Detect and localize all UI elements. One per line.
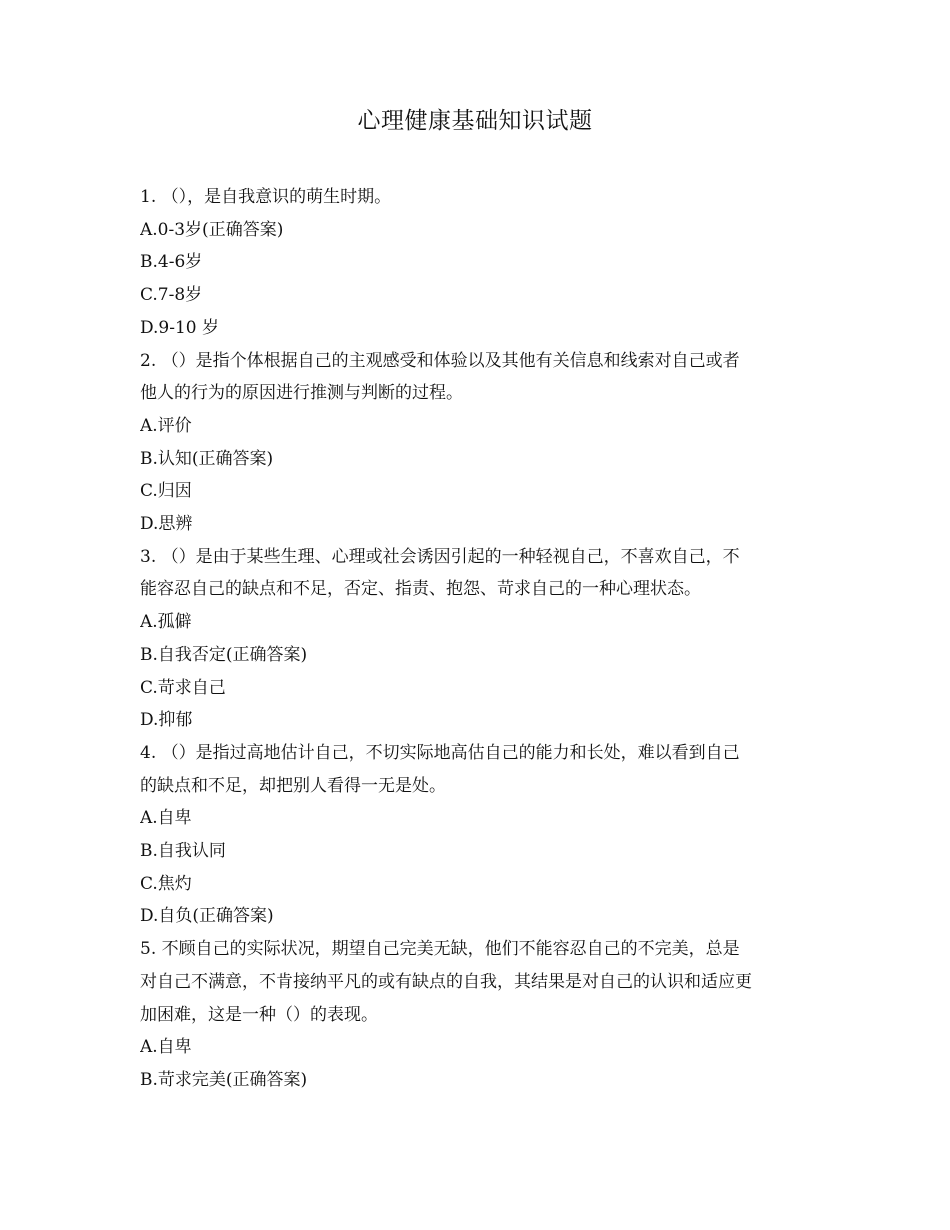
question-1-option-b: B.4-6岁	[140, 252, 203, 273]
question-5-stem-continued: 对自己不满意，不肯接纳平凡的或有缺点的自我，其结果是对自己的认识和适应更	[140, 971, 752, 992]
question-4-option-b: B.自我认同	[140, 841, 226, 862]
question-3-stem-continued: 能容忍自己的缺点和不足，否定、指责、抱怨、苛求自己的一种心理状态。	[140, 579, 701, 600]
question-3-option-b: B.自我否定(正确答案)	[140, 644, 308, 665]
question-5-option-b: B.苛求完美(正确答案)	[140, 1069, 308, 1090]
question-3-option-d: D.抑郁	[140, 710, 193, 731]
question-list	[140, 181, 820, 1097]
question-2-stem: 2. （）是指个体根据自己的主观感受和体验以及其他有关信息和线索对自己或者	[140, 350, 740, 371]
question-2-stem-continued: 他人的行为的原因进行推测与判断的过程。	[140, 383, 463, 404]
question-4-option-d: D.自负(正确答案)	[140, 906, 274, 927]
question-4-option-c: C.焦灼	[140, 873, 192, 894]
document-title: 心理健康基础知识试题	[357, 108, 593, 134]
question-5-option-a: A.自卑	[140, 1037, 192, 1058]
question-1-stem: 1. （），是自我意识的萌生时期。	[140, 187, 392, 207]
question-4-stem: 4. （）是指过高地估计自己，不切实际地高估自己的能力和长处，难以看到自己	[140, 742, 740, 763]
question-3-option-a: A.孤僻	[140, 612, 192, 633]
question-1-option-a: A.0-3岁(正确答案)	[140, 219, 284, 240]
question-5-stem: 5. 不顾自己的实际状况，期望自己完美无缺，他们不能容忍自己的不完美，总是	[140, 939, 740, 960]
question-3-stem: 3. （）是由于某些生理、心理或社会诱因引起的一种轻视自己，不喜欢自己，不	[140, 546, 740, 567]
question-3-option-c: C.苛求自己	[140, 677, 226, 698]
question-2-option-d: D.思辨	[140, 514, 193, 535]
question-5-stem-end: 加困难，这是一种（）的表现。	[140, 1004, 378, 1025]
question-2-option-c: C.归因	[140, 481, 192, 502]
question-1-option-d: D.9-10 岁	[140, 317, 220, 338]
question-2-option-a: A.评价	[140, 415, 192, 436]
question-4-option-a: A.自卑	[140, 808, 192, 829]
question-1-option-c: C.7-8岁	[140, 285, 203, 306]
question-2-option-b: B.认知(正确答案)	[140, 448, 274, 469]
question-4-stem-continued: 的缺点和不足，却把别人看得一无是处。	[140, 775, 446, 796]
